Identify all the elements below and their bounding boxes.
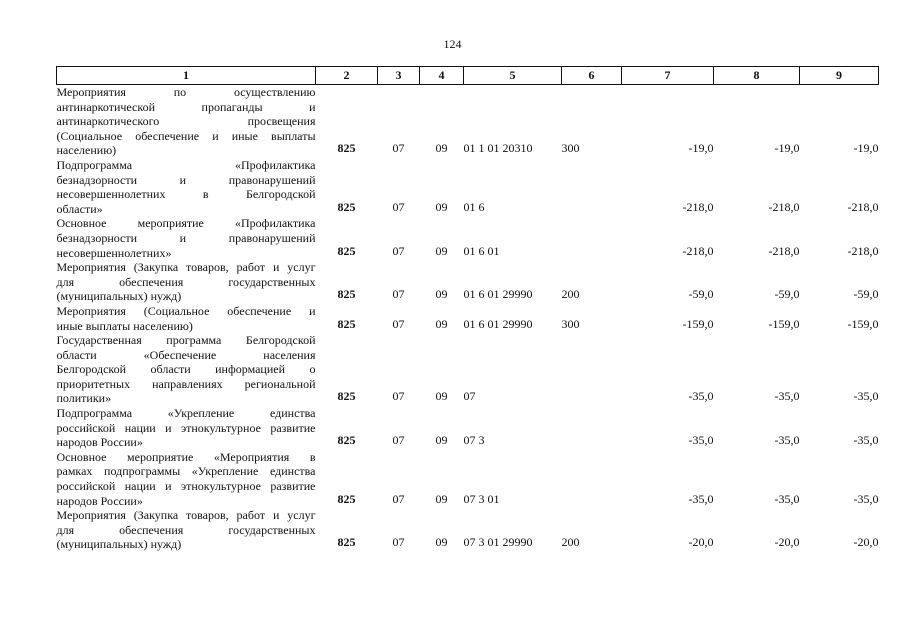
cell-admin-code: 825 [337, 535, 356, 550]
row-name-line: области» [56, 201, 103, 216]
row-name-line: Белгородской области информацией о [56, 362, 316, 377]
cell-expense-type: 200 [561, 287, 580, 302]
cell-amount-col7: -218,0 [682, 199, 714, 214]
cell-admin-code: 825 [337, 199, 356, 214]
cell-section: 07 [392, 141, 405, 156]
cell-amount-col7: -35,0 [688, 433, 714, 448]
cell-target-article: 01 6 01 [463, 243, 500, 258]
cell-expense-type: 300 [561, 141, 580, 156]
col-header-5: 5 [464, 67, 562, 85]
row-name [57, 333, 316, 406]
cell-section: 07 [392, 287, 405, 302]
row-name-line: Мероприятия (Социальное обеспечение и [56, 303, 316, 318]
row-name-line: рамках подпрограммы «Укрепление единства [56, 464, 316, 479]
cell-amount-col8: -35,0 [774, 433, 800, 448]
row-name-line: приоритетных направлениях региональной [56, 376, 316, 391]
cell-amount-col8: -218,0 [768, 243, 800, 258]
table-body [57, 85, 879, 553]
cell-subsection: 09 [435, 389, 448, 404]
row-name-line: российской нации и этнокультурное развитие [56, 479, 316, 494]
cell-amount-col8: -159,0 [768, 316, 800, 331]
page-number: 124 [443, 37, 462, 51]
row-name-line: Мероприятия по осуществлению [56, 85, 316, 99]
cell-target-article: 01 1 01 20310 [463, 141, 533, 156]
row-name-line: (муниципальных) нужд) [56, 537, 182, 552]
cell-section: 07 [392, 199, 405, 214]
cell-amount-col9: -218,0 [847, 243, 879, 258]
cell-section: 07 [392, 535, 405, 550]
cell-section: 07 [392, 433, 405, 448]
row-name-line: Подпрограмма «Укрепление единства [56, 406, 316, 421]
col-header-7: 7 [622, 67, 714, 85]
row-name-line: Основное мероприятие «Мероприятия в [56, 449, 316, 464]
row-name-line: для обеспечения государственных [56, 522, 316, 537]
cell-section: 07 [392, 316, 405, 331]
cell-amount-col9: -35,0 [853, 491, 879, 506]
row-name-line: населению) [56, 143, 117, 158]
row-name [57, 406, 316, 450]
table-row [57, 158, 879, 216]
col-header-4: 4 [420, 67, 464, 85]
row-name-line: иные выплаты населению) [56, 318, 193, 333]
cell-amount-col8: -19,0 [774, 141, 800, 156]
cell-subsection: 09 [435, 535, 448, 550]
row-name-line: Государственная программа Белгородской [56, 333, 316, 348]
row-name [57, 450, 316, 508]
cell-amount-col7: -20,0 [688, 535, 714, 550]
col-header-1: 1 [57, 67, 316, 85]
row-name-line: антинаркотического просвещения [56, 114, 316, 129]
row-name [57, 260, 316, 304]
cell-amount-col7: -35,0 [688, 491, 714, 506]
cell-expense-type: 300 [561, 316, 580, 331]
cell-section: 07 [392, 243, 405, 258]
row-name-line: Мероприятия (Закупка товаров, работ и услуг [56, 508, 316, 523]
row-name-line: несовершеннолетних» [56, 245, 172, 260]
cell-amount-col9: -59,0 [853, 287, 879, 302]
cell-amount-col9: -19,0 [853, 141, 879, 156]
cell-target-article: 07 3 01 29990 [463, 535, 533, 550]
cell-section: 07 [392, 491, 405, 506]
row-name [57, 158, 316, 216]
cell-amount-col8: -59,0 [774, 287, 800, 302]
cell-expense-type: 200 [561, 535, 580, 550]
cell-subsection: 09 [435, 243, 448, 258]
table-row [57, 304, 879, 333]
row-name-line: области «Обеспечение населения [56, 347, 316, 362]
cell-amount-col7: -218,0 [682, 243, 714, 258]
table-row [57, 508, 879, 552]
scan-top-edge [0, 0, 905, 2]
cell-amount-col8: -35,0 [774, 389, 800, 404]
row-name [57, 85, 316, 158]
cell-subsection: 09 [435, 141, 448, 156]
row-name-line: (Социальное обеспечение и иные выплаты [56, 128, 316, 143]
cell-expense-type [562, 450, 622, 508]
col-header-6: 6 [562, 67, 622, 85]
cell-admin-code: 825 [337, 243, 356, 258]
row-name [57, 304, 316, 333]
row-name-line: для обеспечения государственных [56, 274, 316, 289]
table-row [57, 450, 879, 508]
row-name-line: народов России» [56, 435, 143, 450]
cell-target-article: 07 [463, 389, 476, 404]
row-name-line: народов России» [56, 493, 143, 508]
cell-amount-col9: -218,0 [847, 199, 879, 214]
col-header-8: 8 [714, 67, 800, 85]
row-name-line: Мероприятия (Закупка товаров, работ и услуг [56, 260, 316, 275]
budget-table [56, 66, 879, 552]
cell-subsection: 09 [435, 491, 448, 506]
cell-expense-type [562, 406, 622, 450]
cell-amount-col8: -218,0 [768, 199, 800, 214]
header-row [57, 67, 879, 85]
cell-target-article: 01 6 [463, 199, 485, 214]
cell-amount-col8: -20,0 [774, 535, 800, 550]
cell-admin-code: 825 [337, 287, 356, 302]
row-name-line: безнадзорности и правонарушений [56, 172, 316, 187]
cell-amount-col9: -35,0 [853, 389, 879, 404]
cell-amount-col9: -20,0 [853, 535, 879, 550]
cell-amount-col9: -35,0 [853, 433, 879, 448]
cell-target-article: 01 6 01 29990 [463, 316, 533, 331]
cell-amount-col7: -59,0 [688, 287, 714, 302]
cell-section: 07 [392, 389, 405, 404]
cell-admin-code: 825 [337, 141, 356, 156]
row-name-line: несовершеннолетних в Белгородской [56, 187, 316, 202]
cell-expense-type [562, 216, 622, 260]
cell-subsection: 09 [435, 433, 448, 448]
cell-subsection: 09 [435, 287, 448, 302]
row-name-line: российской нации и этнокультурное развитие [56, 420, 316, 435]
row-name-line: политики» [56, 391, 112, 406]
row-name-line: антинаркотической пропаганды и [56, 99, 316, 114]
cell-amount-col7: -19,0 [688, 141, 714, 156]
cell-amount-col7: -35,0 [688, 389, 714, 404]
col-header-2: 2 [316, 67, 378, 85]
row-name-line: Подпрограмма «Профилактика [56, 157, 316, 172]
table-row [57, 216, 879, 260]
row-name-line: (муниципальных) нужд) [56, 289, 182, 304]
table-row [57, 333, 879, 406]
table-row [57, 85, 879, 158]
cell-subsection: 09 [435, 199, 448, 214]
cell-target-article: 07 3 [463, 433, 485, 448]
table-row [57, 260, 879, 304]
row-name [57, 508, 316, 552]
cell-admin-code: 825 [337, 389, 356, 404]
cell-subsection: 09 [435, 316, 448, 331]
table-row [57, 406, 879, 450]
row-name [57, 216, 316, 260]
cell-expense-type [562, 333, 622, 406]
cell-amount-col8: -35,0 [774, 491, 800, 506]
cell-amount-col7: -159,0 [682, 316, 714, 331]
cell-amount-col9: -159,0 [847, 316, 879, 331]
cell-target-article: 07 3 01 [463, 491, 500, 506]
col-header-9: 9 [800, 67, 879, 85]
cell-admin-code: 825 [337, 433, 356, 448]
cell-admin-code: 825 [337, 316, 356, 331]
col-header-3: 3 [378, 67, 420, 85]
cell-expense-type [562, 158, 622, 216]
cell-target-article: 01 6 01 29990 [463, 287, 533, 302]
cell-admin-code: 825 [337, 491, 356, 506]
row-name-line: Основное мероприятие «Профилактика [56, 216, 316, 231]
row-name-line: безнадзорности и правонарушений [56, 230, 316, 245]
